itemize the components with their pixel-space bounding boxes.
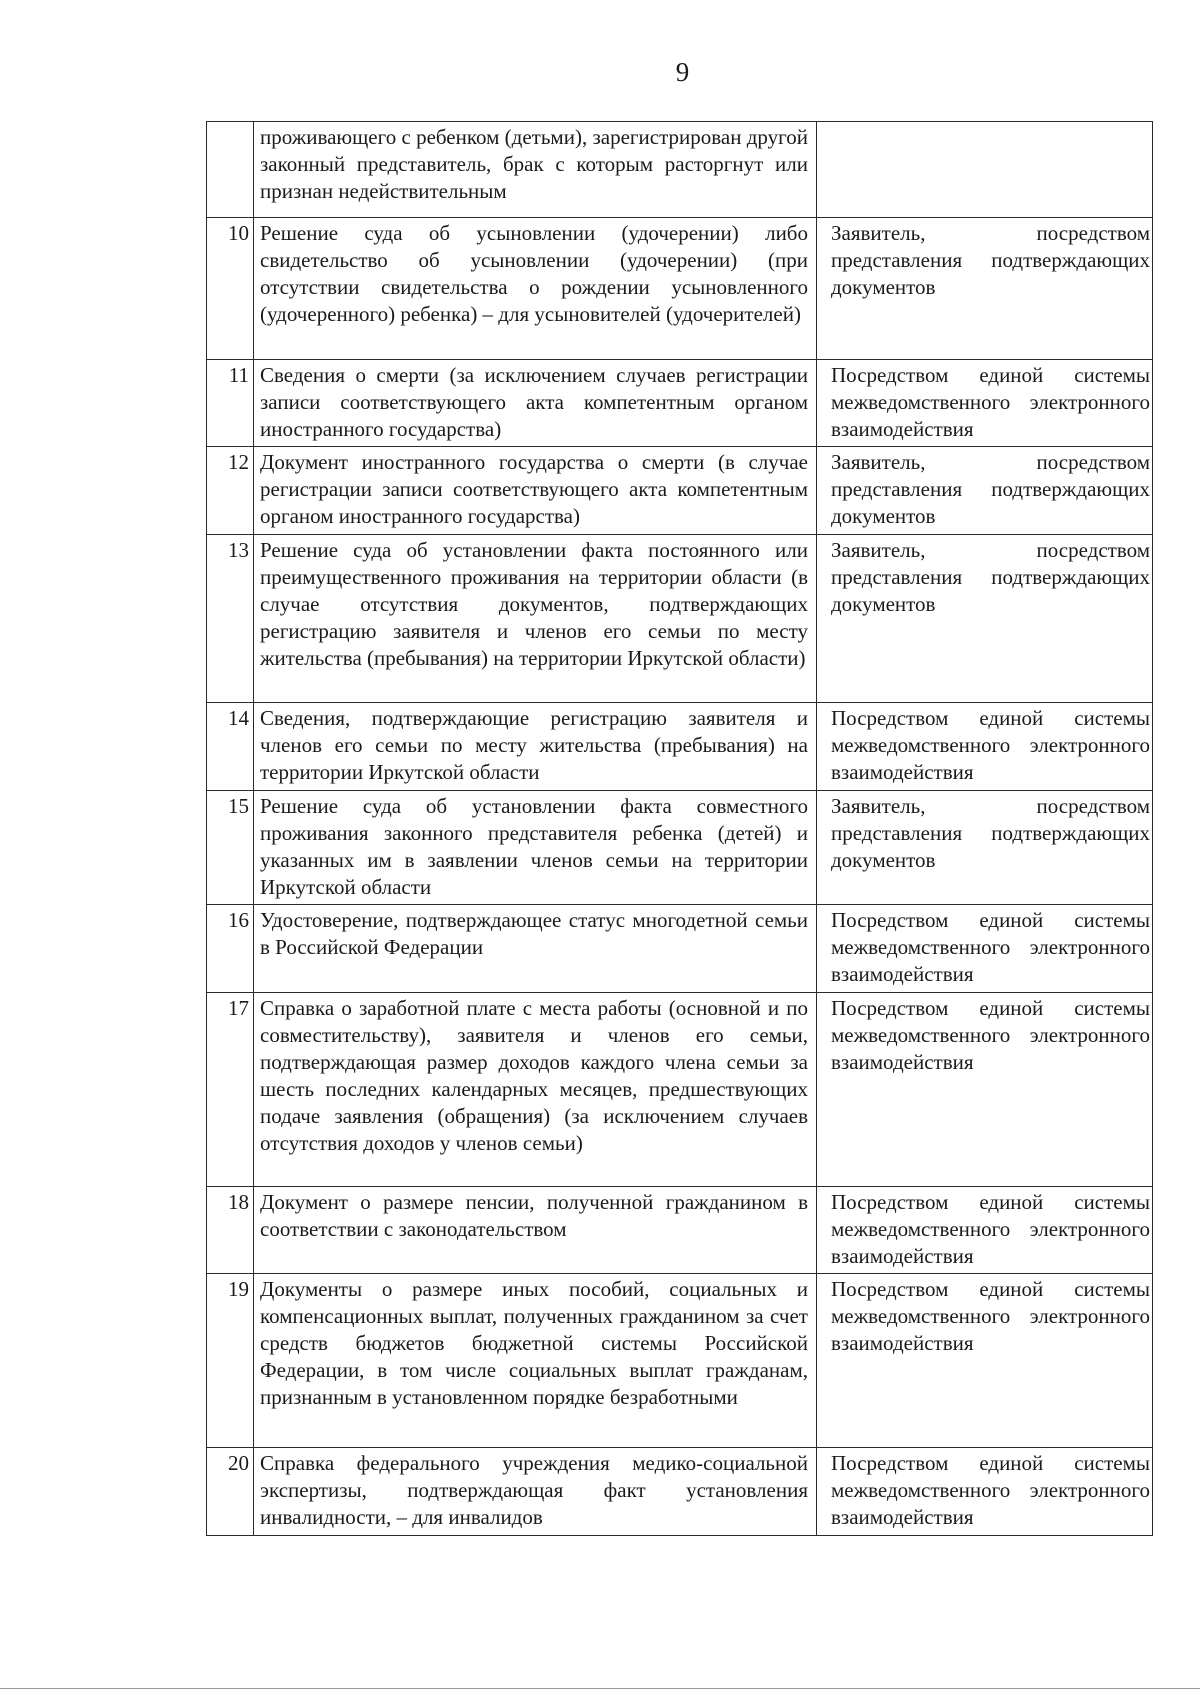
document-name: Документы о размере иных пособий, социальных и компенсационных выплат, полученных гражданином за счет средств бюджетов бюджетной системы Российской Федерации, в том числе социальных выплат гражданам, признанным в установленном порядке безработными — [254, 1274, 817, 1448]
document-source — [817, 122, 1153, 218]
table-row — [207, 791, 1153, 905]
document-name: Сведения о смерти (за исключением случаев регистрации записи соответствующего акта компетентным органом иностранного государства) — [254, 360, 817, 447]
row-number: 12 — [207, 447, 254, 535]
table-row — [207, 1274, 1153, 1448]
row-number: 13 — [207, 535, 254, 703]
document-source: Посредством единой системы межведомственного электронного взаимодействия — [817, 993, 1153, 1187]
document-source: Посредством единой системы межведомственного электронного взаимодействия — [817, 1448, 1153, 1536]
document-source: Посредством единой системы межведомственного электронного взаимодействия — [817, 1274, 1153, 1448]
document-source: Посредством единой системы межведомственного электронного взаимодействия — [817, 703, 1153, 791]
row-number: 16 — [207, 905, 254, 993]
document-source: Заявитель, посредством представления подтверждающих документов — [817, 447, 1153, 535]
scan-bottom-edge — [0, 1688, 1200, 1689]
table-row — [207, 993, 1153, 1187]
document-name: Справка о заработной плате с места работы (основной и по совместительству), заявителя и членов его семьи, подтверждающая размер доходов каждого члена семьи за шесть последних календарных месяцев, предшествующих подаче заявления (обращения) (за исключением случаев отсутствия доходов у членов семьи) — [254, 993, 817, 1187]
row-number — [207, 122, 254, 218]
document-source: Заявитель, посредством представления подтверждающих документов — [817, 535, 1153, 703]
table-row — [207, 360, 1153, 447]
row-number: 14 — [207, 703, 254, 791]
document-name: Решение суда об усыновлении (удочерении) либо свидетельство об усыновлении (удочерении) (при отсутствии свидетельства о рождении усыновленного (удочеренного) ребенка) – для усыновителей (удочерителей) — [254, 218, 817, 360]
row-number: 10 — [207, 218, 254, 360]
row-number: 11 — [207, 360, 254, 447]
table-row — [207, 218, 1153, 360]
document-name: Решение суда об установлении факта совместного проживания законного представителя ребенка (детей) и указанных им в заявлении членов семьи на территории Иркутской области — [254, 791, 817, 905]
document-source: Посредством единой системы межведомственного электронного взаимодействия — [817, 905, 1153, 993]
row-number: 20 — [207, 1448, 254, 1536]
table-row — [207, 1187, 1153, 1274]
row-number: 18 — [207, 1187, 254, 1274]
row-number: 17 — [207, 993, 254, 1187]
document-name: проживающего с ребенком (детьми), зарегистрирован другой законный представитель, брак с которым расторгнут или признан недействительным — [254, 122, 817, 218]
document-source: Посредством единой системы межведомственного электронного взаимодействия — [817, 360, 1153, 447]
document-name: Справка федерального учреждения медико-социальной экспертизы, подтверждающая факт установления инвалидности, – для инвалидов — [254, 1448, 817, 1536]
document-source: Заявитель, посредством представления подтверждающих документов — [817, 791, 1153, 905]
table-row — [207, 122, 1153, 218]
document-source: Заявитель, посредством представления подтверждающих документов — [817, 218, 1153, 360]
page-number: 9 — [675, 57, 690, 87]
documents-table — [206, 121, 1153, 1536]
document-name: Сведения, подтверждающие регистрацию заявителя и членов его семьи по месту жительства (пребывания) на территории Иркутской области — [254, 703, 817, 791]
table-row — [207, 703, 1153, 791]
row-number: 15 — [207, 791, 254, 905]
document-name: Решение суда об установлении факта постоянного или преимущественного проживания на территории области (в случае отсутствия документов, подтверждающих регистрацию заявителя и членов его семьи по месту жительства (пребывания) на территории Иркутской области) — [254, 535, 817, 703]
table-row — [207, 1448, 1153, 1536]
table-row — [207, 905, 1153, 993]
document-name: Документ о размере пенсии, полученной гражданином в соответствии с законодательством — [254, 1187, 817, 1274]
row-number: 19 — [207, 1274, 254, 1448]
document-name: Удостоверение, подтверждающее статус многодетной семьи в Российской Федерации — [254, 905, 817, 993]
table-row — [207, 447, 1153, 535]
document-name: Документ иностранного государства о смерти (в случае регистрации записи соответствующего акта компетентным органом иностранного государства) — [254, 447, 817, 535]
document-source: Посредством единой системы межведомственного электронного взаимодействия — [817, 1187, 1153, 1274]
table-row — [207, 535, 1153, 703]
